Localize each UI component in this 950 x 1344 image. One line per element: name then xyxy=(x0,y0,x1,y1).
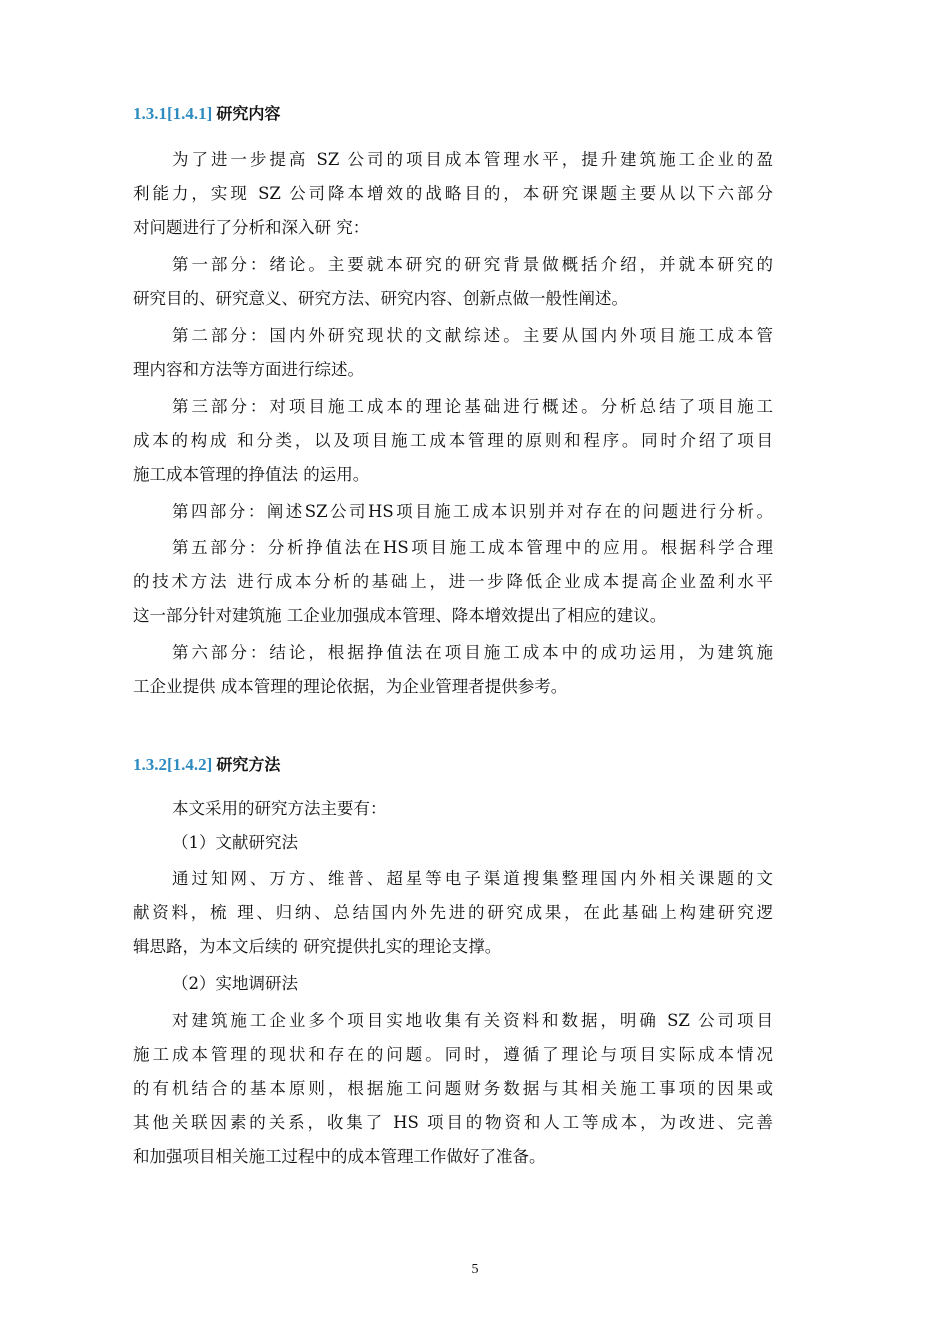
paragraph-line: 第四部分：阐述SZ公司HS项目施工成本识别并对存在的问题进行分析。 xyxy=(172,502,773,521)
paragraph-line: 第二部分：国内外研究现状的文献综述。主要从国内外项目施工成本管 xyxy=(172,326,773,345)
paragraph-line: 成本的构成 和分类，以及项目施工成本管理的原则和程序。同时介绍了项目 xyxy=(133,431,773,450)
list-item-heading: （2）实地调研法 xyxy=(172,974,298,993)
paragraph-line: 本文采用的研究方法主要有： xyxy=(172,799,387,818)
paragraph-line: 献资料，梳 理、归纳、总结国内外先进的研究成果，在此基础上构建研究逻 xyxy=(133,903,773,922)
paragraph-line: 施工成本管理的现状和存在的问题。同时，遵循了理论与项目实际成本情况 xyxy=(133,1045,773,1064)
paragraph-line: 这一部分针对建筑施 工企业加强成本管理、降本增效提出了相应的建议。 xyxy=(133,606,667,625)
paragraph-line: 和加强项目相关施工过程中的成本管理工作做好了准备。 xyxy=(133,1147,546,1166)
paragraph-line: 第五部分：分析挣值法在HS项目施工成本管理中的应用。根据科学合理 xyxy=(172,538,773,557)
paragraph-line: 研究目的、研究意义、研究方法、研究内容、创新点做一般性阐述。 xyxy=(133,289,628,308)
paragraph-line: 第三部分：对项目施工成本的理论基础进行概述。分析总结了项目施工 xyxy=(172,397,773,416)
paragraph-line: 工企业提供 成本管理的理论依据，为企业管理者提供参考。 xyxy=(133,677,568,696)
paragraph-line: 理内容和方法等方面进行综述。 xyxy=(133,360,364,379)
section-heading-research-content xyxy=(133,101,280,124)
section-number: 1.3.2[1.4.2] xyxy=(133,755,213,774)
paragraph-line: 的技术方法 进行成本分析的基础上，进一步降低企业成本提高企业盈利水平 xyxy=(133,572,773,591)
paragraph-line: 第六部分：结论，根据挣值法在项目施工成本中的成功运用，为建筑施 xyxy=(172,643,773,662)
section-title: 研究内容 xyxy=(216,104,281,123)
section-title: 研究方法 xyxy=(216,755,281,774)
paragraph-line: 其他关联因素的关系，收集了 HS 项目的物资和人工等成本，为改进、完善 xyxy=(133,1113,773,1132)
section-number: 1.3.1[1.4.1] xyxy=(133,104,213,123)
section-heading-research-methods xyxy=(133,752,280,775)
paragraph-line: 对问题进行了分析和深入研 究： xyxy=(133,218,370,237)
page-number: 5 xyxy=(471,1262,479,1277)
paragraph-line: 利能力，实现 SZ 公司降本增效的战略目的，本研究课题主要从以下六部分 xyxy=(133,184,773,203)
paragraph-line: 对建筑施工企业多个项目实地收集有关资料和数据，明确 SZ 公司项目 xyxy=(172,1011,773,1030)
paragraph-line: 通过知网、万方、维普、超星等电子渠道搜集整理国内外相关课题的文 xyxy=(172,869,773,888)
paragraph-line: 的有机结合的基本原则，根据施工问题财务数据与其相关施工事项的因果或 xyxy=(133,1079,773,1098)
paragraph-line: 第一部分：绪论。主要就本研究的研究背景做概括介绍，并就本研究的 xyxy=(172,255,773,274)
paragraph-line: 为了进一步提高 SZ 公司的项目成本管理水平，提升建筑施工企业的盈 xyxy=(172,150,773,169)
list-item-heading: （1）文献研究法 xyxy=(172,833,298,852)
paragraph-line: 施工成本管理的挣值法 的运用。 xyxy=(133,465,370,484)
paragraph-line: 辑思路，为本文后续的 研究提供扎实的理论支撑。 xyxy=(133,937,502,956)
